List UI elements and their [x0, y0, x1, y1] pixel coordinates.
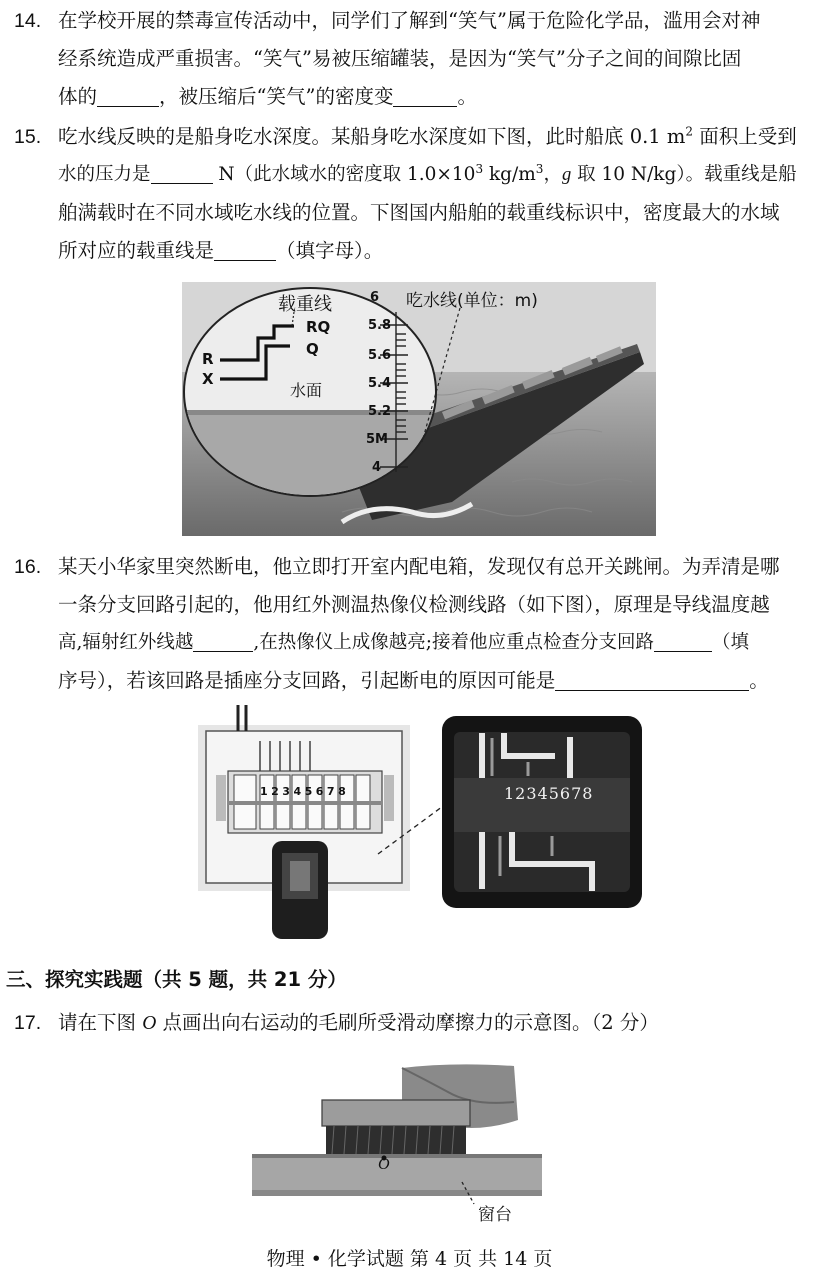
answer-blank[interactable] [151, 161, 213, 184]
q16-line4: 序号），若该回路是插座分支回路，引起断电的原因可能是 。 [58, 669, 769, 692]
label-chishuixian: 吃水线(单位：m) [406, 291, 538, 311]
q14-line3: 体的 ，被压缩后“笑气”的密度变 。 [58, 85, 477, 108]
q16-line1: 16. 某天小华家里突然断电，他立即打开室内配电箱，发现仅有总开关跳闸。为弄清是哪 [14, 548, 806, 586]
q16-line2: 一条分支回路引起的，他用红外测温热像仪检测线路（如下图），原理是导线温度越 [58, 593, 770, 616]
q15-line4: 所对应的载重线是 （填字母）。 [58, 239, 384, 262]
q15-line1: 15. 吃水线反映的是船身吃水深度。某船身吃水深度如下图，此时船底 0.1 $m^2$ 面积上受到 [14, 118, 806, 156]
question-16 [14, 548, 806, 700]
question-15 [14, 118, 806, 270]
q14-line1: 14. 在学校开展的禁毒宣传活动中，同学们了解到“笑气”属于危险化学品，滥用会对神 [14, 2, 806, 40]
ship-illustration [182, 282, 656, 536]
letter-x: X [202, 370, 214, 388]
q17-number: 17. [14, 1012, 42, 1034]
scale-tick-label: 5.2 [368, 404, 392, 419]
q14-line2: 经系统造成严重损害。“笑气”易被压缩罐装，是因为“笑气”分子之间的间隙比固 [58, 47, 742, 70]
scale-tick-label: 5M [366, 432, 388, 447]
q14-number: 14. [14, 10, 42, 32]
brush-figure [252, 1062, 542, 1226]
box-branch-numbers: 12345678 [260, 785, 350, 798]
page-footer: 物理 • 化学试题 第 4 页 共 14 页 [266, 1248, 553, 1270]
q15-line2: 水的压力是 N（此水域水的密度取 $1.0\times 10^3$ $kg/m^3$，g 取 10 N/kg）。载重线是船 [58, 161, 797, 185]
thermal-branch-numbers: 12345678 [504, 784, 594, 803]
ship-figure [182, 282, 656, 536]
scale-tick-label: 5.4 [368, 376, 392, 391]
point-o-label: O [378, 1156, 390, 1173]
answer-blank[interactable] [654, 629, 712, 652]
question-17 [14, 1004, 806, 1043]
letter-r: R [202, 350, 214, 368]
label-shuimian: 水面 [290, 381, 323, 400]
scale-tick-label: 4 [372, 460, 382, 475]
thermal-image [442, 716, 642, 908]
label-zaizhongxian: 载重线 [278, 294, 332, 315]
letter-rq: RQ [306, 318, 331, 336]
q16-line3: 高,辐射红外线越 ,在热像仪上成像越亮;接着他应重点检查分支回路 （填 [14, 624, 806, 662]
scale-tick-label: 5.8 [368, 318, 392, 333]
q17-line1: 17. 请在下图 O 点画出向右运动的毛刷所受滑动摩擦力的示意图。（2 分） [14, 1004, 806, 1043]
answer-blank[interactable] [393, 84, 457, 107]
scale-tick-label: 5.6 [368, 348, 392, 363]
thermal-image-figure [442, 716, 642, 908]
q15-line3: 舶满载时在不同水域吃水线的位置。下图国内船舶的载重线标识中，密度最大的水域 [58, 201, 780, 224]
answer-blank[interactable] [555, 668, 749, 691]
answer-blank[interactable] [214, 238, 276, 261]
q15-number: 15. [14, 126, 42, 148]
letter-q: Q [306, 340, 319, 358]
label-chuangtai: 窗台 [478, 1205, 512, 1225]
scale-top: 6 [370, 290, 380, 305]
question-14 [14, 2, 806, 116]
answer-blank[interactable] [193, 629, 253, 652]
answer-blank[interactable] [97, 84, 159, 107]
section-3-heading: 三、探究实践题（共 5 题，共 21 分） [6, 968, 347, 991]
q16-number: 16. [14, 556, 42, 578]
